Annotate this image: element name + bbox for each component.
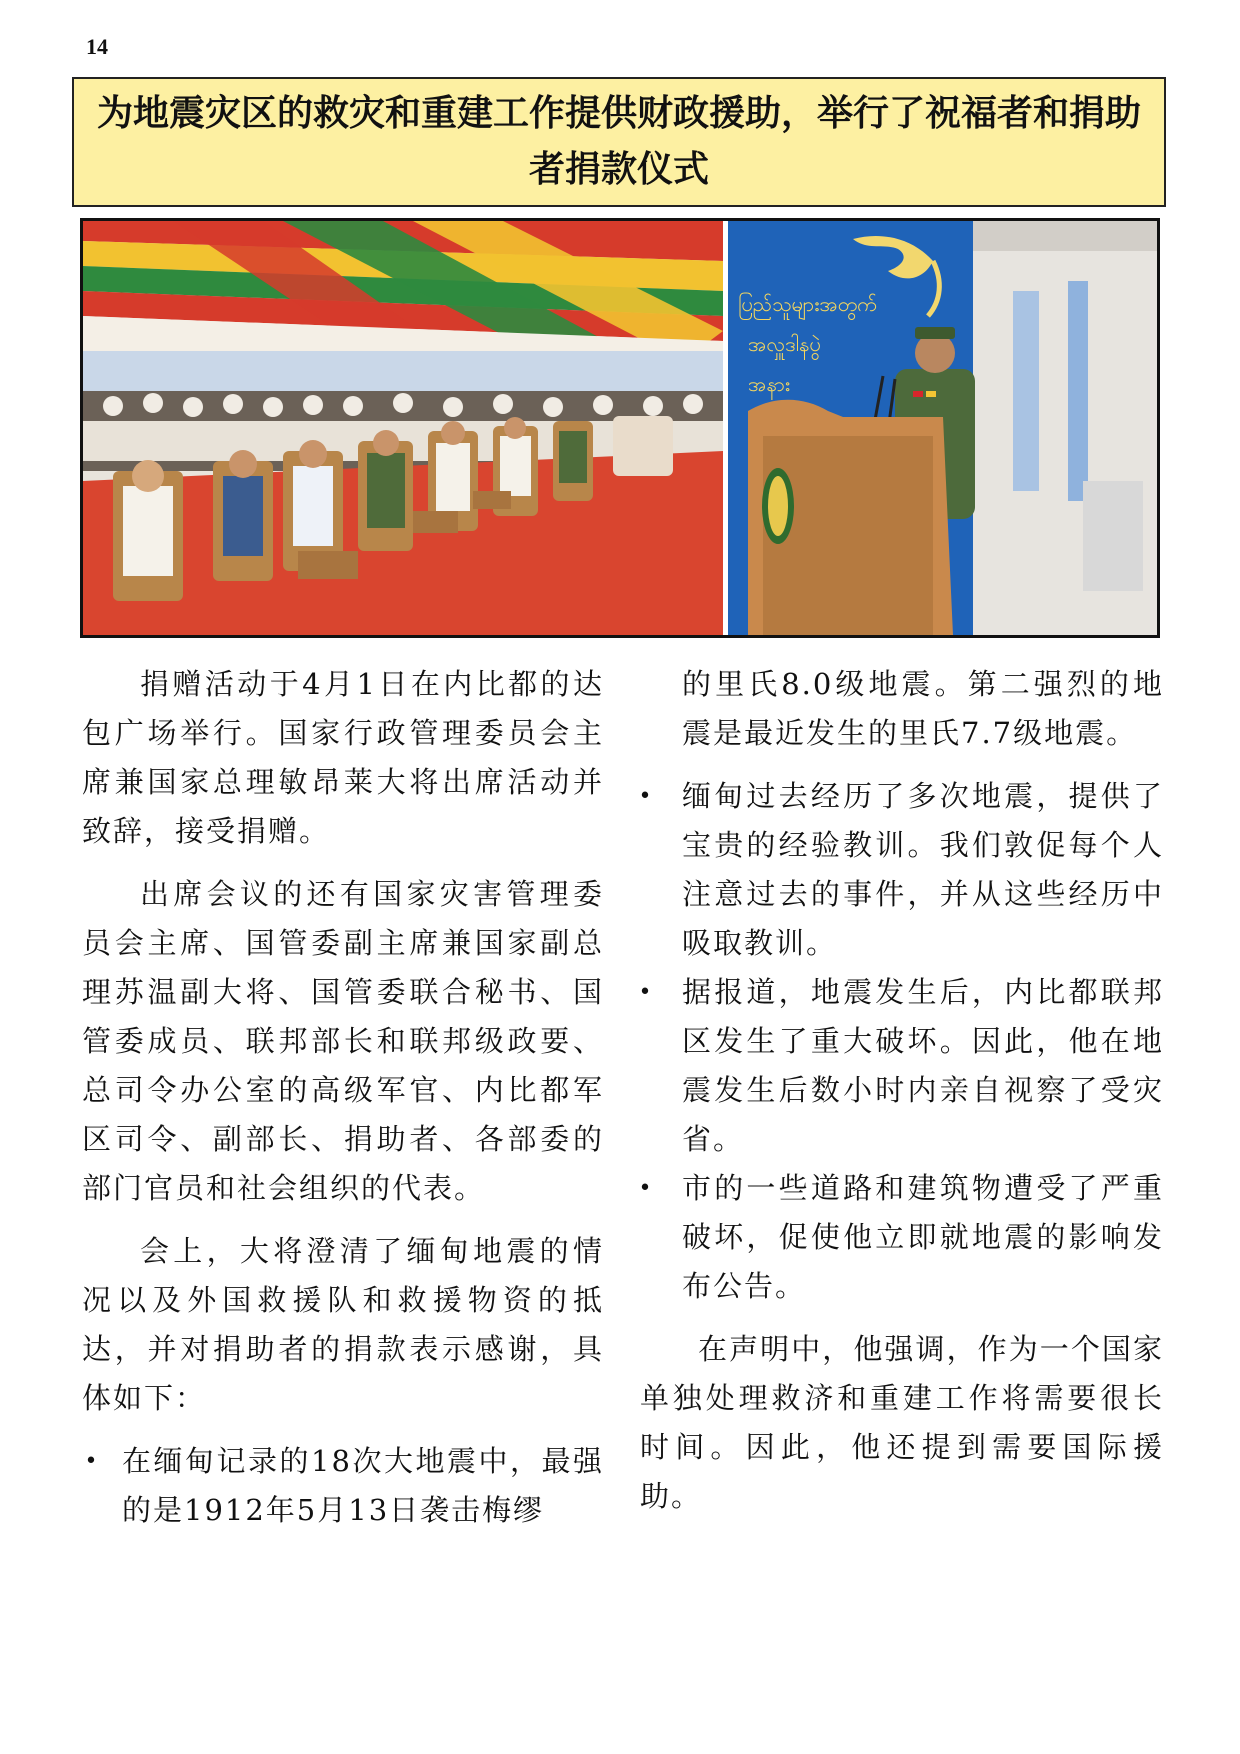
paragraph-attendees: 出席会议的还有国家灾害管理委员会主席、国管委副主席兼国家副总理苏温副大将、国管委联合秘书、国管委成员、联邦部长和联邦级政要、总司令办公室的高级军官、内比都军区司令、副部长、捐助者、各部委的部门官员和社会组织的代表。 [82, 877, 604, 1205]
bullet-icon: • [638, 1176, 654, 1201]
paragraph-statement: 在声明中，他强调，作为一个国家单独处理救济和重建工作将需要很长时间。因此，他还提到需要国际援助。 [640, 1332, 1164, 1513]
key-points-list [82, 1437, 604, 1535]
list-item [640, 1164, 1164, 1311]
bullet-icon: • [84, 1449, 100, 1474]
paragraph-event: 捐赠活动于4月1日在内比都的达包广场举行。国家行政管理委员会主席兼国家总理敏昂莱大将出席活动并致辞，接受捐赠。 [82, 667, 604, 848]
list-item [640, 968, 1164, 1164]
key-points-list-continued [640, 772, 1164, 1311]
list-item-text: 市的一些道路和建筑物遭受了严重破坏，促使他立即就地震的影响发布公告。 [682, 1171, 1164, 1303]
banner-text-line-1: ပြည်သူများအတွက် [738, 292, 877, 316]
bullet-icon: • [638, 784, 654, 809]
list-item-text: 在缅甸记录的18次大地震中，最强的是1912年5月13日袭击梅缪 [122, 1444, 604, 1527]
photo-illustration [83, 221, 1157, 635]
right-column [640, 660, 1164, 1535]
bullet-icon: • [638, 980, 654, 1005]
page-number: 14 [86, 34, 108, 59]
banner-text-line-2: အလှူဒါနပွဲ [748, 332, 821, 356]
banner-text-line-3: အနား [748, 372, 791, 396]
headline-box [72, 77, 1166, 207]
paragraph-speech: 会上，大将澄清了缅甸地震的情况以及外国救援队和救援物资的抵达，并对捐助者的捐款表示感谢，具体如下： [82, 1234, 604, 1415]
speaker-photo [723, 221, 1157, 635]
left-column [82, 660, 604, 1549]
list-item-continuation: 的里氏8.0级地震。第二强烈的地震是最近发生的里氏7.7级地震。 [682, 667, 1164, 750]
audience-photo [83, 221, 723, 635]
list-item [640, 772, 1164, 968]
list-item-text: 据报道，地震发生后，内比都联邦区发生了重大破坏。因此，他在地震发生后数小时内亲自视察了受灾省。 [682, 975, 1164, 1156]
photo-collage [80, 218, 1160, 638]
list-item-text: 缅甸过去经历了多次地震，提供了宝贵的经验教训。我们敦促每个人注意过去的事件，并从这些经历中吸取教训。 [682, 779, 1164, 960]
headline: 为地震灾区的救灾和重建工作提供财政援助，举行了祝福者和捐助者捐款仪式 [96, 93, 1141, 190]
list-item [82, 1437, 604, 1535]
